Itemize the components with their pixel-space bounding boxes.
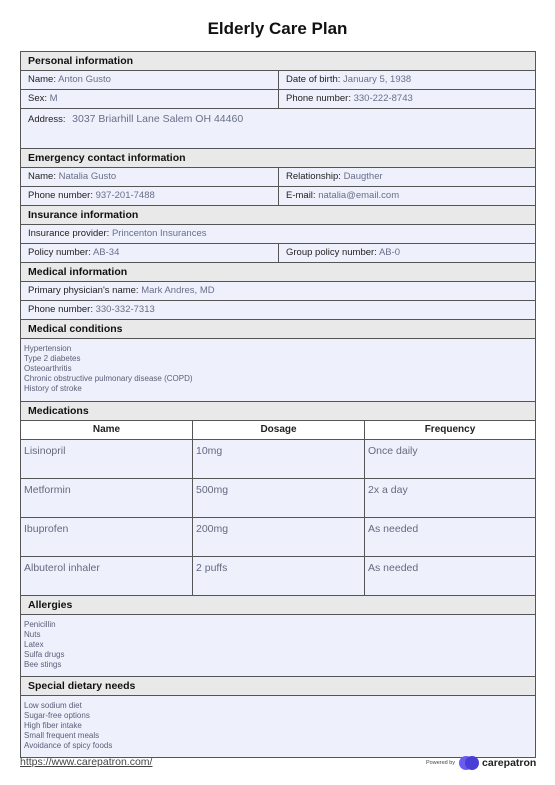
list-item: Chronic obstructive pulmonary disease (COPD) [24, 374, 193, 383]
list-item: Hypertension [24, 344, 72, 353]
physician-label: Primary physician's name: [28, 285, 139, 296]
policy-label: Policy number: [28, 247, 91, 258]
address-field[interactable] [21, 109, 535, 149]
powered-by-label: Powered by [426, 760, 456, 766]
table-row [21, 557, 535, 596]
list-item: Osteoarthritis [24, 364, 72, 373]
medication-dosage-cell[interactable]: 500mg [193, 479, 365, 517]
list-item: Sugar-free options [24, 711, 90, 720]
relationship-label: Relationship: [286, 171, 341, 182]
medication-frequency-cell[interactable]: As needed [368, 562, 419, 574]
name-label: Name: [28, 74, 56, 85]
medications-table-header [21, 421, 535, 440]
name-field[interactable] [21, 71, 279, 89]
personal-row-1 [21, 71, 535, 90]
group-policy-label: Group policy number: [286, 247, 377, 258]
section-header-allergies: Allergies [21, 596, 535, 615]
policy-value: AB-34 [92, 247, 120, 258]
care-plan-form [20, 51, 536, 758]
sex-label: Sex: [28, 93, 48, 104]
list-item: Low sodium diet [24, 701, 82, 710]
emergency-phone-field[interactable] [21, 187, 279, 205]
email-value: natalia@email.com [318, 190, 400, 201]
list-item: Small frequent meals [24, 731, 100, 740]
carepatron-logo-icon [459, 756, 479, 770]
conditions-list[interactable] [21, 339, 535, 402]
section-header-conditions: Medical conditions [21, 320, 535, 339]
email-label: E-mail: [286, 190, 316, 201]
physician-phone-field[interactable] [21, 301, 535, 320]
medication-name-cell[interactable]: Albuterol inhaler [21, 557, 193, 595]
sex-value: M [49, 93, 58, 104]
emergency-name-field[interactable] [21, 168, 279, 186]
relationship-value: Daugther [343, 171, 383, 182]
medication-dosage-cell[interactable]: 2 puffs [193, 557, 365, 595]
list-item: High fiber intake [24, 721, 82, 730]
personal-row-2 [21, 90, 535, 109]
medication-frequency-cell[interactable]: 2x a day [368, 484, 408, 496]
provider-label: Insurance provider: [28, 228, 110, 239]
emergency-name-label: Name: [28, 171, 56, 182]
sex-field[interactable] [21, 90, 279, 108]
list-item: Avoidance of spicy foods [24, 741, 113, 750]
dob-label: Date of birth: [286, 74, 341, 85]
medication-frequency-cell[interactable]: Once daily [368, 445, 418, 457]
insurance-row-2 [21, 244, 535, 263]
list-item: Nuts [24, 630, 41, 639]
emergency-row-2 [21, 187, 535, 206]
allergies-list[interactable] [21, 615, 535, 677]
medication-dosage-cell[interactable]: 10mg [193, 440, 365, 478]
section-header-diet: Special dietary needs [21, 677, 535, 696]
address-value: 3037 Briarhill Lane Salem OH 44460 [72, 113, 244, 125]
table-row [21, 440, 535, 479]
emergency-phone-label: Phone number: [28, 190, 93, 201]
section-header-medical: Medical information [21, 263, 535, 282]
list-item: Sulfa drugs [24, 650, 65, 659]
insurance-provider-field[interactable] [21, 225, 535, 244]
column-header-dosage: Dosage [193, 421, 365, 439]
brand-name: carepatron [482, 757, 537, 769]
footer-link[interactable]: https://www.carepatron.com/ [20, 756, 153, 768]
emergency-name-value: Natalia Gusto [58, 171, 117, 182]
column-header-frequency: Frequency [424, 424, 476, 435]
diet-list[interactable] [21, 696, 535, 757]
relationship-field[interactable] [279, 168, 535, 186]
medication-frequency-cell[interactable]: As needed [368, 523, 419, 535]
group-policy-field[interactable] [279, 244, 535, 262]
physician-value: Mark Andres, MD [141, 285, 215, 296]
list-item: History of stroke [24, 384, 82, 393]
phone-value: 330-222-8743 [353, 93, 413, 104]
column-header-name: Name [21, 421, 193, 439]
list-item: Latex [24, 640, 44, 649]
phone-label: Phone number: [286, 93, 351, 104]
section-header-medications: Medications [21, 402, 535, 421]
section-header-insurance: Insurance information [21, 206, 535, 225]
phone-field[interactable] [279, 90, 535, 108]
brand-logo[interactable] [426, 755, 536, 771]
physician-field[interactable] [21, 282, 535, 301]
table-row [21, 518, 535, 557]
list-item: Bee stings [24, 660, 62, 669]
table-row [21, 479, 535, 518]
group-policy-value: AB-0 [378, 247, 401, 258]
emergency-row-1 [21, 168, 535, 187]
list-item: Type 2 diabetes [24, 354, 81, 363]
name-value: Anton Gusto [58, 74, 111, 85]
medication-name-cell[interactable]: Metformin [21, 479, 193, 517]
physician-phone-label: Phone number: [28, 304, 93, 315]
medication-name-cell[interactable]: Ibuprofen [21, 518, 193, 556]
page-title: Elderly Care Plan [207, 19, 348, 38]
provider-value: Princenton Insurances [111, 228, 207, 239]
email-field[interactable] [279, 187, 535, 205]
emergency-phone-value: 937-201-7488 [95, 190, 155, 201]
dob-field[interactable] [279, 71, 535, 89]
medication-dosage-cell[interactable]: 200mg [193, 518, 365, 556]
medication-name-cell[interactable]: Lisinopril [21, 440, 193, 478]
physician-phone-value: 330-332-7313 [95, 304, 155, 315]
section-header-personal: Personal information [21, 52, 535, 71]
address-label: Address: [28, 114, 66, 125]
dob-value: January 5, 1938 [343, 74, 412, 85]
list-item: Penicillin [24, 620, 56, 629]
section-header-emergency: Emergency contact information [21, 149, 535, 168]
policy-field[interactable] [21, 244, 279, 262]
